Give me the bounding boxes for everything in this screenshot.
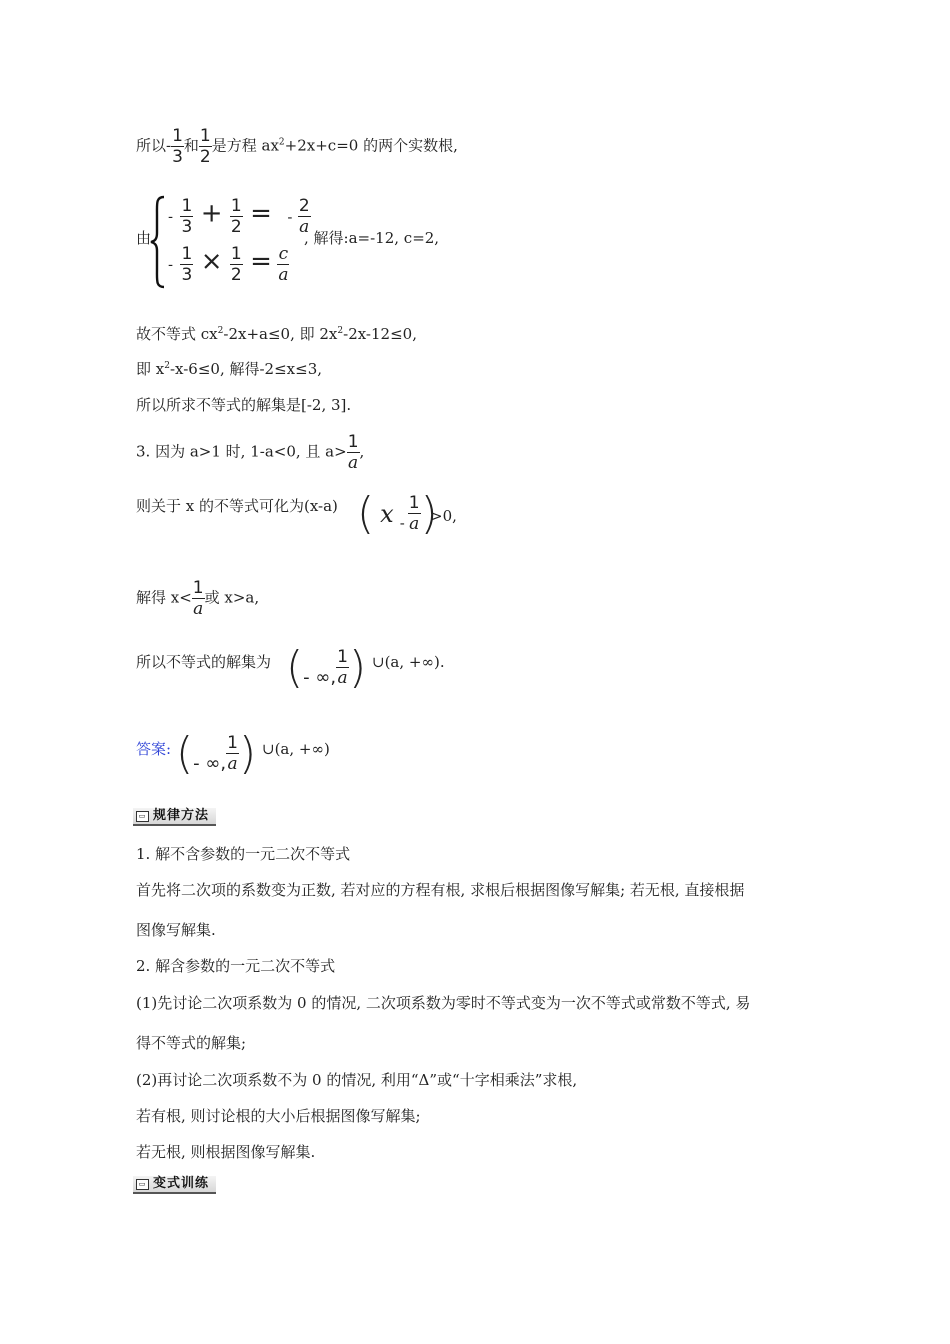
numerator: 1 [199,126,211,146]
fraction [180,244,193,285]
method-p5: (1)先讨论二次项系数为 0 的情况, 二次项系数为零时不等式变为一次不等式或常数不等式, 易 [136,994,751,1012]
numerator: 2 [298,196,310,216]
solution2-line5: 所以所求不等式的解集是[-2, 3]. [136,396,352,414]
neg-infinity: - ∞, [193,753,227,774]
text-equation-b: +2x+c=0 的两个实数根, [284,136,458,155]
left-brace-icon [150,195,166,289]
text: 3. 因为 a>1 时, 1-a<0, 且 a> [136,442,347,461]
solution3-line2-end: >0, [430,507,457,525]
denominator: a [193,599,204,619]
denominator: 2 [230,265,242,285]
numerator: 1 [337,647,348,667]
method-p3: 图像写解集. [136,921,216,939]
text: 则关于 x 的不等式可化为(x-a) [136,497,338,515]
left-paren: ( [176,728,194,779]
solution3-line2 [136,497,338,524]
practice-section-tag [133,1176,216,1194]
times-sign: × [200,246,223,277]
method-section-tag [133,808,216,826]
text: , [359,442,365,461]
system-result: , 解得:a=-12, c=2, [304,229,440,247]
denominator: a [278,265,289,285]
denominator: 3 [172,147,183,167]
text: 故不等式 cx [136,325,218,343]
exponent: 2 [217,326,224,336]
denominator: a [337,668,348,688]
text: -2x+a≤0, 即 2x [223,325,338,343]
text-prefix: 所以- [136,136,172,155]
numerator: 1 [181,244,193,264]
denominator: 2 [230,217,242,237]
fraction-one-half [199,126,212,167]
method-p8: 若有根, 则讨论根的大小后根据图像写解集; [136,1107,421,1125]
tag-label: 变式训练 [153,1176,210,1191]
answer-label: 答案: [136,740,172,758]
minus-sign: - [168,257,174,274]
right-paren: ) [348,642,367,693]
solution2-line4 [136,359,322,379]
minus-sign: - [287,209,293,226]
system-prefix: 由 [136,229,152,247]
system-row-2 [168,244,289,285]
method-p4: 2. 解含参数的一元二次不等式 [136,957,336,975]
text: 解得 x< [136,588,192,607]
fraction [180,196,193,237]
variable: x [380,499,394,528]
text: -2x-12≤0, [343,325,417,343]
minus-sign: - [399,515,405,532]
fraction [230,196,243,237]
denominator: 3 [181,217,193,237]
fraction [230,244,243,285]
plus-sign: + [200,198,223,229]
left-paren: ( [286,642,304,693]
method-p6: 得不等式的解集; [136,1034,247,1052]
equals-sign: = [250,198,272,229]
fraction-one-over-a [226,733,239,774]
fraction-one-over-a [336,647,349,688]
solution3-line1 [136,432,364,473]
text-equation-a: 是方程 ax [211,136,279,155]
denominator: a [348,453,359,473]
denominator: 3 [181,265,193,285]
interval-neg-inf-to-inv-a [286,642,366,693]
numerator: 1 [347,432,359,452]
exponent: 2 [337,326,344,336]
method-p9: 若无根, 则根据图像写解集. [136,1143,316,1161]
note-icon: ▭ [136,811,149,822]
solution3-line4-end: ∪(a, +∞). [372,653,445,671]
text: 或 x>a, [204,588,260,607]
denominator: 2 [199,147,211,167]
right-paren: ) [238,728,257,779]
numerator: 1 [181,196,193,216]
denominator: a [227,754,238,774]
minus-sign: - [168,209,174,226]
solution3-line4: 所以不等式的解集为 [136,653,272,671]
system-row-1 [168,196,311,237]
answer-end: ∪(a, +∞) [262,740,330,758]
text-and: 和 [183,136,199,155]
neg-infinity: - ∞, [303,667,337,688]
exponent: 2 [278,137,285,148]
equals-sign: = [250,246,272,277]
fraction-one-over-a [347,432,360,473]
method-p7: (2)再讨论二次项系数不为 0 的情况, 利用“Δ”或“十字相乘法”求根, [136,1071,578,1089]
answer-interval [176,728,256,779]
numerator: c [278,244,289,264]
left-paren: ( [357,488,375,539]
denominator: a [299,217,310,237]
solution2-line1 [136,126,458,167]
numerator: 1 [192,578,204,598]
solution2-line3 [136,324,417,344]
factor-x-minus-inv-a [357,488,438,539]
numerator: 1 [230,244,242,264]
method-p1: 1. 解不含参数的一元二次不等式 [136,845,351,863]
exponent: 2 [164,361,170,371]
numerator: 1 [230,196,242,216]
numerator: 1 [172,126,183,146]
numerator: 1 [408,493,420,513]
solution3-line3 [136,578,259,619]
fraction-one-third [171,126,184,167]
fraction-rhs [277,244,289,285]
denominator: a [409,514,420,534]
fraction-one-over-a [192,578,205,619]
text: -x-6≤0, 解得-2≤x≤3, [169,360,323,378]
method-p2: 首先将二次项的系数变为正数, 若对应的方程有根, 求根后根据图像写解集; 若无根, 直接根据 [136,881,745,899]
text: 即 x [136,360,165,378]
tag-label: 规律方法 [153,808,210,823]
note-icon: ▭ [136,1179,149,1190]
right-paren: ) [420,488,438,539]
numerator: 1 [227,733,238,753]
fraction-one-over-a [408,493,421,534]
